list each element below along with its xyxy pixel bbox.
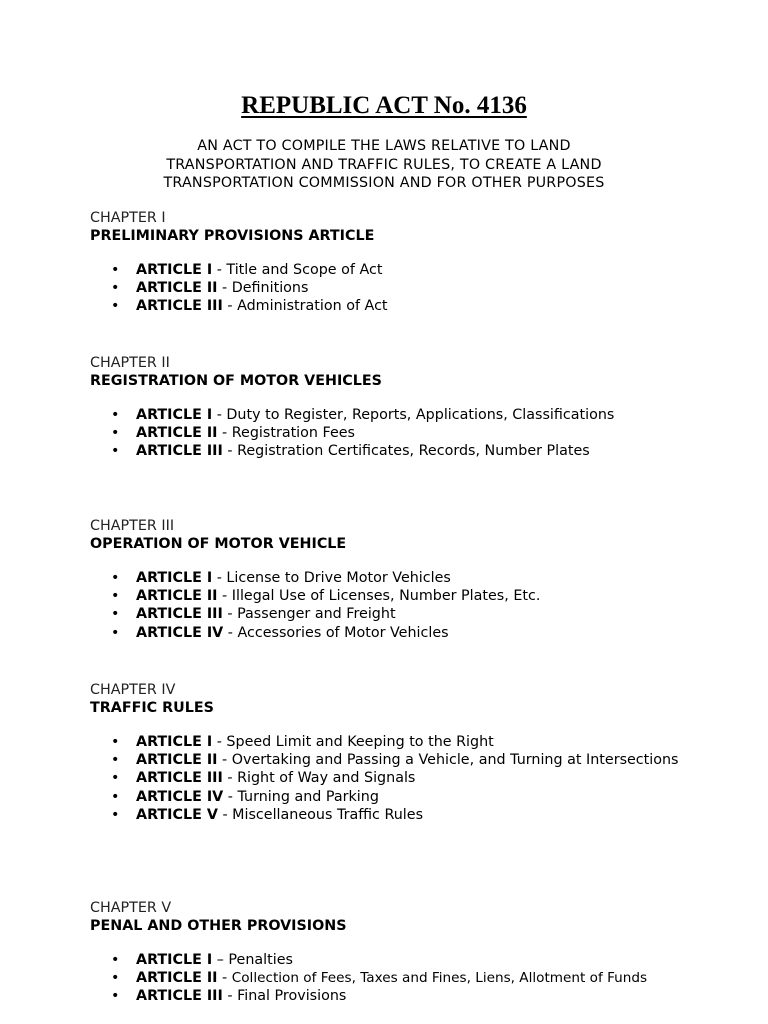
article-item [90,442,730,460]
bullet-icon: • [111,262,120,278]
article-separator: - [217,280,232,297]
article-number: ARTICLE II [136,970,218,987]
chapter-label: CHAPTER II [90,355,170,371]
chapter-title: PRELIMINARY PROVISIONS ARTICLE [90,228,375,244]
chapter-title: TRAFFIC RULES [90,700,214,716]
article-item [90,733,730,751]
article-number: ARTICLE II [136,425,218,442]
bullet-icon: • [111,443,120,460]
article-title: Administration of Act [237,298,388,315]
article-title: Title and Scope of Act [226,262,383,278]
article-separator: - [222,443,238,460]
article-list [90,733,730,824]
article-item [90,769,730,787]
chapter-title: OPERATION OF MOTOR VEHICLE [90,536,347,552]
article-title: Registration Certificates, Records, Number Plates [237,443,590,460]
article-separator: - [222,298,238,315]
article-number: ARTICLE I [136,952,213,968]
bullet-icon: • [111,752,120,769]
article-separator: - [212,262,227,278]
bullet-icon: • [111,588,120,605]
article-number: ARTICLE III [136,606,223,623]
bullet-icon: • [111,425,120,442]
article-separator: - [217,752,232,769]
article-separator: - [222,770,238,787]
subtitle-line: TRANSPORTATION AND TRAFFIC RULES, TO CREATE A LAND [166,156,602,173]
article-item [90,806,730,824]
article-item [90,279,730,297]
article-number: ARTICLE IV [136,788,224,805]
article-separator: - [223,624,238,641]
chapter-label: CHAPTER V [90,900,172,916]
article-number: ARTICLE III [136,988,223,1005]
article-title: Collection of Fees, Taxes and Fines, Liens, Allotment of Funds [231,970,648,987]
article-title: Right of Way and Signals [237,770,416,787]
article-number: ARTICLE III [136,298,223,315]
article-number: ARTICLE IV [136,624,224,641]
article-number: ARTICLE III [136,443,223,460]
article-title: Passenger and Freight [237,606,396,623]
bullet-icon: • [111,988,120,1005]
article-number: ARTICLE II [136,280,218,297]
chapter-section [90,681,730,824]
article-title: Overtaking and Passing a Vehicle, and Turning at Intersections [231,752,679,769]
article-separator: - [217,806,233,823]
article-separator: – [212,952,229,968]
article-list [90,569,730,642]
article-separator: - [223,788,238,805]
article-title: Final Provisions [237,988,347,1005]
bullet-icon: • [111,606,120,623]
article-item [90,605,730,623]
bullet-icon: • [111,970,120,987]
article-separator: - [222,606,238,623]
article-list [90,951,730,1006]
subtitle-line: TRANSPORTATION COMMISSION AND FOR OTHER PURPOSES [163,175,605,191]
article-item [90,424,730,442]
bullet-icon: • [111,298,120,315]
bullet-icon: • [111,806,120,823]
article-title: Duty to Register, Reports, Applications, Classifications [226,407,615,423]
article-list [90,406,730,461]
article-number: ARTICLE II [136,588,218,605]
article-item [90,587,730,605]
bullet-icon: • [111,407,120,423]
bullet-icon: • [111,624,120,641]
article-number: ARTICLE I [136,407,213,423]
article-item [90,261,730,279]
chapter-section [90,899,730,1006]
article-title: Accessories of Motor Vehicles [237,624,449,641]
bullet-icon: • [111,770,120,787]
article-separator: - [212,734,227,750]
article-separator: - [217,588,232,605]
article-title: Illegal Use of Licenses, Number Plates, Etc. [231,588,541,605]
bullet-icon: • [111,734,120,750]
bullet-icon: • [111,952,120,968]
article-title: License to Drive Motor Vehicles [226,570,451,586]
article-list [90,261,730,316]
article-item [90,951,730,969]
chapter-title: REGISTRATION OF MOTOR VEHICLES [90,373,382,389]
article-number: ARTICLE I [136,734,213,750]
bullet-icon: • [111,788,120,805]
article-title: Turning and Parking [237,788,379,805]
chapter-title: PENAL AND OTHER PROVISIONS [90,918,347,934]
article-item [90,969,730,987]
article-item [90,751,730,769]
article-title: Penalties [228,952,293,968]
chapter-label: CHAPTER III [90,518,175,534]
article-item [90,297,730,315]
article-number: ARTICLE I [136,262,213,278]
subtitle-line: AN ACT TO COMPILE THE LAWS RELATIVE TO LAND [197,138,571,154]
article-number: ARTICLE I [136,570,213,586]
article-number: ARTICLE V [136,806,218,823]
document-subtitle [100,137,668,193]
article-item [90,406,730,424]
article-separator: - [217,970,232,987]
article-item [90,624,730,642]
chapter-section [90,354,730,461]
article-title: Speed Limit and Keeping to the Right [226,734,494,750]
article-item [90,987,730,1005]
chapter-section [90,517,730,642]
bullet-icon: • [111,280,120,297]
article-item [90,788,730,806]
article-title: Registration Fees [231,425,355,442]
chapter-section [90,209,730,316]
article-item [90,569,730,587]
article-separator: - [212,570,227,586]
document-title: REPUBLIC ACT No. 4136 [241,92,527,119]
article-title: Definitions [231,280,309,297]
chapter-label: CHAPTER IV [90,682,176,698]
article-separator: - [217,425,232,442]
article-title: Miscellaneous Traffic Rules [232,806,424,823]
article-separator: - [222,988,238,1005]
article-separator: - [212,407,227,423]
article-number: ARTICLE III [136,770,223,787]
bullet-icon: • [111,570,120,586]
chapter-label: CHAPTER I [90,210,166,226]
article-number: ARTICLE II [136,752,218,769]
